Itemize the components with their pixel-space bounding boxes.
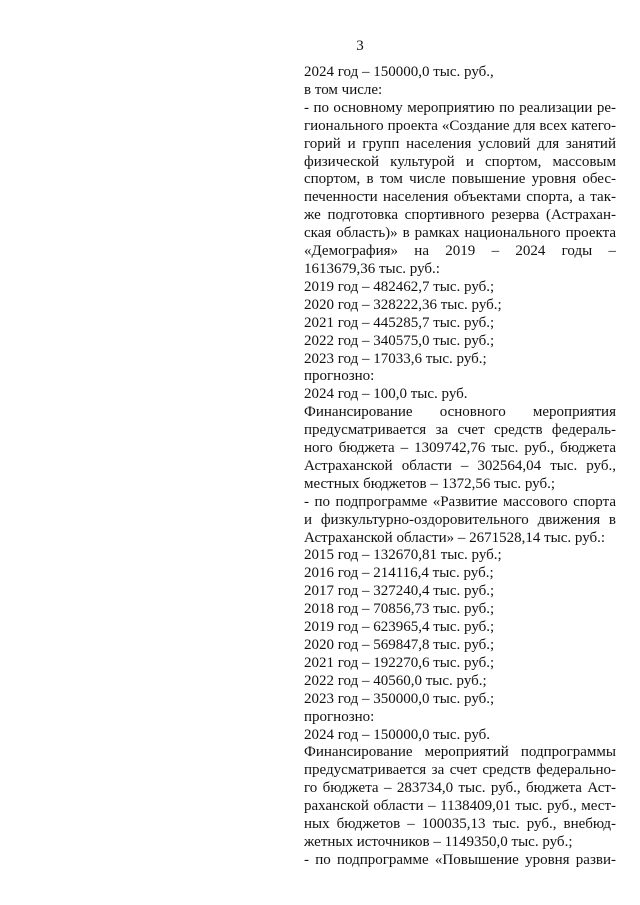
text-line: прогнозно: <box>304 708 375 725</box>
text-line: горий и групп населения условий для занятий <box>304 135 616 152</box>
text-line: и физкультурно-оздоровительного движения в <box>304 511 616 528</box>
text-line: печенности населения объектами спорта, а так- <box>304 189 616 206</box>
text-line: гионального проекта «Создание для всех катего- <box>304 117 616 134</box>
text-line: 2024 год – 150000,0 тыс. руб., <box>304 64 494 80</box>
text-line: 2019 год – 623965,4 тыс. руб.; <box>304 619 495 636</box>
text-line: же подготовка спортивного резерва (Астрахан- <box>304 207 616 224</box>
text-line: спортом, в том числе повышение уровня обес- <box>304 171 616 188</box>
text-line: 2015 год – 132670,81 тыс. руб.; <box>304 547 502 564</box>
text-line: местных бюджетов – 1372,56 тыс. руб.; <box>304 475 556 492</box>
text-line: раханской области – 1138409,01 тыс. руб., мест- <box>304 798 616 815</box>
text-line: прогнозно: <box>304 368 375 385</box>
text-line: 2022 год – 40560,0 тыс. руб.; <box>304 672 487 689</box>
text-line: Астраханской области» – 2671528,14 тыс. руб.: <box>304 529 606 546</box>
text-line: 1613679,36 тыс. руб.: <box>304 260 440 277</box>
text-line: - по основному мероприятию по реализации ре- <box>304 99 616 116</box>
text-line: ного бюджета – 1309742,76 тыс. руб., бюджета <box>304 440 616 457</box>
text-line: предусматривается за счет средств федерально- <box>304 762 616 779</box>
text-line: в том числе: <box>304 81 383 98</box>
text-line: Финансирование мероприятий подпрограммы <box>304 744 616 761</box>
text-line: Астраханской области – 302564,04 тыс. руб., <box>304 457 616 474</box>
text-line: 2023 год – 17033,6 тыс. руб.; <box>304 350 487 367</box>
text-line: 2021 год – 192270,6 тыс. руб.; <box>304 654 495 671</box>
document-body <box>304 64 616 870</box>
text-line: «Демография» на 2019 – 2024 годы – <box>304 243 616 260</box>
text-line: ных бюджетов – 100035,13 тыс. руб., внебюд- <box>304 816 616 833</box>
text-line: Финансирование основного мероприятия <box>304 404 616 421</box>
text-line: - по подпрограмме «Повышение уровня разви- <box>304 851 616 868</box>
text-line: 2022 год – 340575,0 тыс. руб.; <box>304 332 495 349</box>
text-line: 2024 год – 150000,0 тыс. руб. <box>304 726 491 743</box>
page-number: 3 <box>356 38 364 54</box>
text-line: 2023 год – 350000,0 тыс. руб.; <box>304 690 495 707</box>
text-line: предусматривается за счет средств федераль- <box>304 422 616 439</box>
text-line: 2019 год – 482462,7 тыс. руб.; <box>304 278 495 295</box>
text-line: 2021 год – 445285,7 тыс. руб.; <box>304 314 495 331</box>
text-line: 2018 год – 70856,73 тыс. руб.; <box>304 601 495 618</box>
text-line: физической культурой и спортом, массовым <box>304 153 616 170</box>
text-line: 2016 год – 214116,4 тыс. руб.; <box>304 565 494 582</box>
text-line: жетных источников – 1149350,0 тыс. руб.; <box>304 833 573 850</box>
text-line: ская область)» в рамках национального проекта <box>304 225 616 242</box>
text-line: го бюджета – 283734,0 тыс. руб., бюджета Аст- <box>304 780 616 797</box>
text-line: 2017 год – 327240,4 тыс. руб.; <box>304 583 495 600</box>
text-line: - по подпрограмме «Развитие массового спорта <box>304 493 616 510</box>
text-line: 2024 год – 100,0 тыс. руб. <box>304 386 468 403</box>
text-line: 2020 год – 569847,8 тыс. руб.; <box>304 637 495 653</box>
text-line: 2020 год – 328222,36 тыс. руб.; <box>304 296 502 313</box>
